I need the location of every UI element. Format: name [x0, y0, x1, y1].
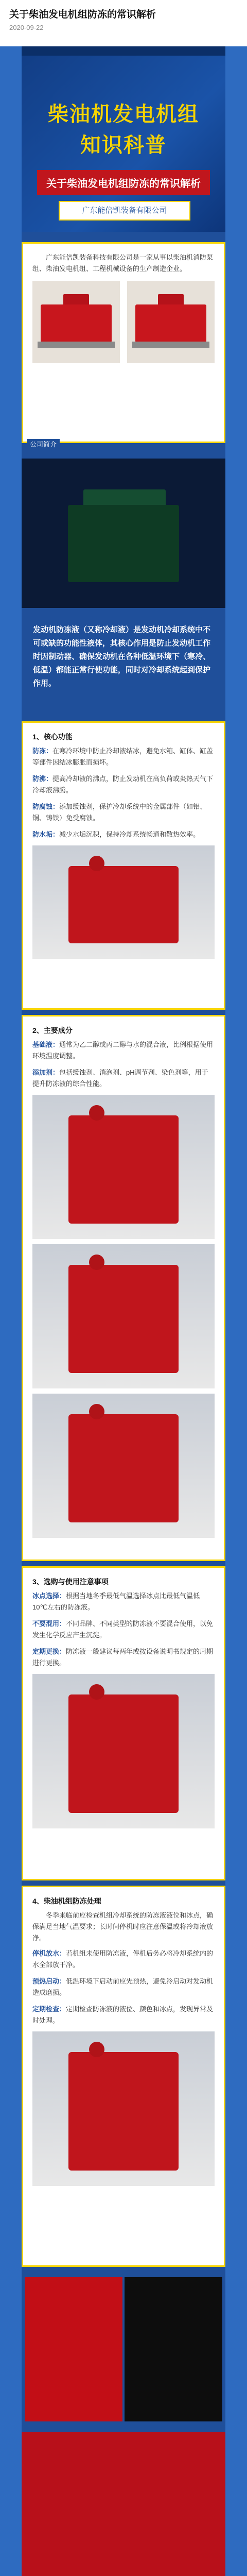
core-functions-title: 1、核心功能	[32, 733, 73, 741]
antifreeze-intro: 发动机防冻液（又称冷却液）是发动机冷却系统中不可或缺的功能性液体，其核心作用是防止发动机工作时因制动器、确保发动机在各种低温环境下（寒冷、低温）都能正常行使功能，同时对冷却系统起到保护作用。	[22, 613, 225, 716]
generator-lineup-photo	[32, 1674, 215, 1828]
left-stripe	[0, 46, 22, 2576]
list-item: 基础液：通常为乙二醇或丙二醇与水的混合液，比例根据使用环境温度调整。	[32, 1041, 214, 1060]
intro-paragraph: 广东能倍凯装备科技有限公司是一家从事以柴油机消防泵组、柴油发电机组、工程机械设备的生产制造企业。	[32, 253, 214, 273]
red-pump-photo	[25, 2277, 122, 2421]
antifreeze-treatment-paragraph: 冬季来临前应检查机组冷却系统的防冻液液位和冰点，确保满足当地气温要求；长时间停机时应注意保温或将冷却液放净。	[32, 1911, 214, 1942]
photo-row-1	[22, 2272, 225, 2427]
company-badge: 广东能倍凯装备有限公司	[59, 201, 190, 221]
usage-notes-card	[22, 1566, 225, 1880]
right-stripe	[225, 46, 247, 2576]
pump-photo-3	[32, 1394, 215, 1538]
composition-card	[22, 1015, 225, 1561]
black-engine-photo	[125, 2277, 222, 2421]
pump-photo-2	[32, 1244, 215, 1388]
company-intro-tag: 公司简介	[27, 439, 60, 449]
composition-title: 2、主要成分	[32, 1026, 73, 1035]
core-functions-card	[22, 721, 225, 1010]
hero-title-line2: 知识科普	[80, 134, 167, 157]
generator-photo	[22, 459, 225, 608]
list-item: 预热启动：低温环境下启动前应先预热，避免冷启动对发动机造成磨损。	[32, 1977, 214, 1996]
pump-photo-1	[32, 1095, 215, 1239]
intro-card	[22, 242, 225, 443]
usage-notes-title: 3、选购与使用注意事项	[32, 1578, 109, 1586]
hero-title-line1: 柴油机发电机组	[48, 103, 199, 126]
list-item: 定期更换：防冻液一般建议每两年或按设备说明书规定的周期进行更换。	[32, 1648, 214, 1667]
list-item: 防腐蚀：添加缓蚀剂，保护冷却系统中的金属部件（如铝、铜、铸铁）免受腐蚀。	[32, 803, 207, 822]
antifreeze-treatment-card	[22, 1886, 225, 2267]
list-item: 防沸：提高冷却液的沸点，防止发动机在高负荷或炎热天气下冷却液沸腾。	[32, 775, 214, 794]
article-title: 关于柴油发电机组防冻的常识解析	[9, 9, 156, 20]
list-item: 添加剂：包括缓蚀剂、消泡剂、pH调节剂、染色剂等，用于提升防冻液的综合性能。	[32, 1069, 208, 1088]
list-item: 定期检查：定期检查防冻液的液位、颜色和冰点，发现异常及时处理。	[32, 2005, 214, 2024]
list-item: 防冻：在寒冷环境中防止冷却液结冰，避免水箱、缸体、缸盖等部件因结冰膨胀而损坏。	[32, 747, 214, 766]
list-item: 不要混用：不同品牌、不同类型的防冻液不要混合使用，以免发生化学反应产生沉淀。	[32, 1620, 214, 1639]
antifreeze-treatment-title: 4、柴油机组防冻处理	[32, 1897, 101, 1905]
hero-subtitle: 关于柴油发电机组防冻的常识解析	[37, 170, 210, 195]
generator-image-2	[127, 281, 215, 363]
hero-banner	[22, 46, 225, 232]
engine-closeup-photo	[32, 2031, 215, 2186]
engine-photo	[32, 845, 215, 959]
generator-image-1	[32, 281, 120, 363]
red-engine-photo	[22, 2432, 225, 2576]
list-item: 停机放水：若机组未使用防冻液，停机后务必将冷却系统内的水全部放干净。	[32, 1950, 214, 1969]
hero-band	[22, 46, 225, 56]
article-header	[0, 0, 247, 46]
article-date: 2020-09-22	[9, 24, 44, 31]
list-item: 防水垢：减少水垢沉积，保持冷却系统畅通和散热效率。	[32, 831, 200, 838]
list-item: 冰点选择：根据当地冬季最低气温选择冰点比最低气温低10℃左右的防冻液。	[32, 1592, 200, 1611]
article-body	[0, 46, 247, 2576]
